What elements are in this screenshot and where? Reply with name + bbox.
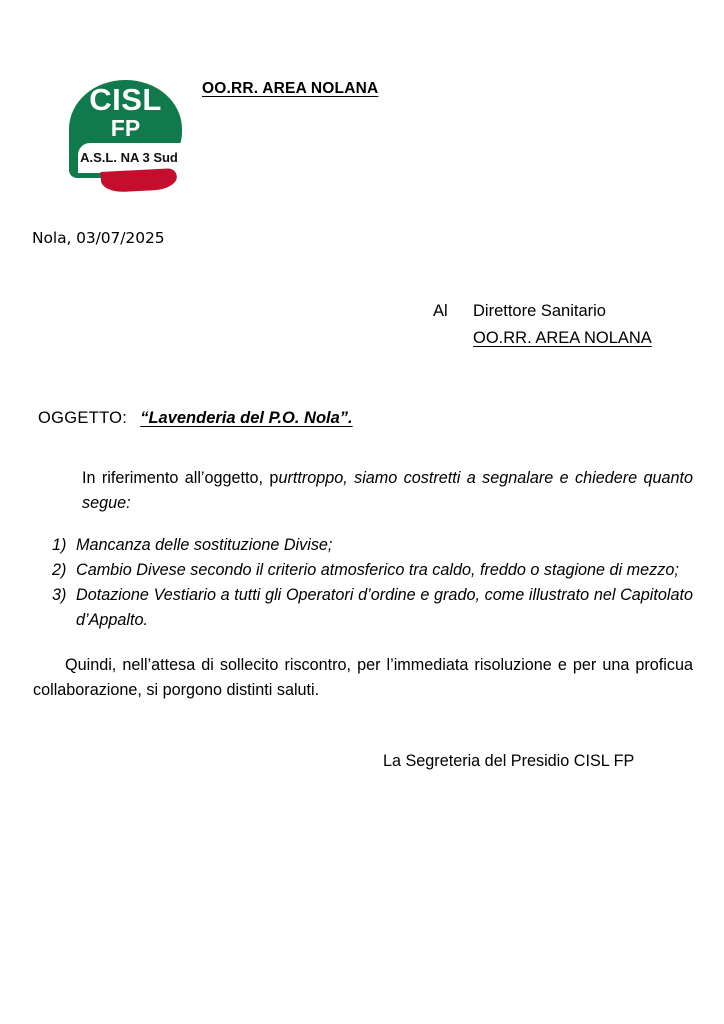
intro-paragraph — [33, 466, 693, 516]
logo-red-crescent — [101, 168, 178, 193]
logo-local-unit-text: A.S.L. NA 3 Sud — [80, 150, 178, 165]
letterhead-org-title: OO.RR. AREA NOLANA — [202, 80, 379, 97]
subject-line — [38, 409, 353, 428]
closing-paragraph — [33, 653, 693, 703]
requests-list — [33, 533, 693, 633]
recipient-block — [433, 298, 652, 352]
signature-line: La Segreteria del Presidio CISL FP — [383, 752, 635, 770]
list-item-number: 3) — [52, 586, 67, 604]
recipient-line-1 — [433, 298, 652, 325]
subject-value: “Lavenderia del P.O. Nola”. — [140, 409, 353, 427]
list-item — [33, 533, 693, 558]
recipient-organization: OO.RR. AREA NOLANA — [473, 329, 652, 347]
list-item — [33, 558, 693, 583]
intro-italic-text: urttroppo, siamo costretti a segnalare e chiedere quanto segue: — [82, 469, 693, 512]
closing-text: Quindi, nell’attesa di sollecito riscontro, per l’immediata risoluzione e per una proficua collaborazione, si porgono distinti saluti. — [33, 656, 693, 699]
list-item-number: 1) — [52, 536, 67, 554]
logo-brand-text: CISL — [89, 82, 162, 117]
list-item-number: 2) — [52, 561, 67, 579]
subject-label: OGGETTO: — [38, 409, 128, 427]
list-item-text: Dotazione Vestiario a tutti gli Operatori d’ordine e grado, come illustrato nel Capitolato d’Appalto. — [76, 586, 693, 629]
letterhead — [0, 0, 724, 210]
recipient-prefix: Al — [433, 302, 448, 320]
date-line: Nola, 03/07/2025 — [32, 229, 165, 247]
list-item-text: Cambio Divese secondo il criterio atmosferico tra caldo, freddo o stagione di mezzo; — [76, 561, 679, 579]
recipient-role: Direttore Sanitario — [473, 302, 606, 320]
cisl-fp-logo — [69, 80, 189, 198]
letter-body — [33, 466, 693, 703]
intro-plain-text: In riferimento all’oggetto, p — [82, 469, 279, 487]
list-item — [33, 583, 693, 633]
logo-division-text: FP — [110, 115, 141, 141]
list-item-text: Mancanza delle sostituzione Divise; — [76, 536, 333, 554]
